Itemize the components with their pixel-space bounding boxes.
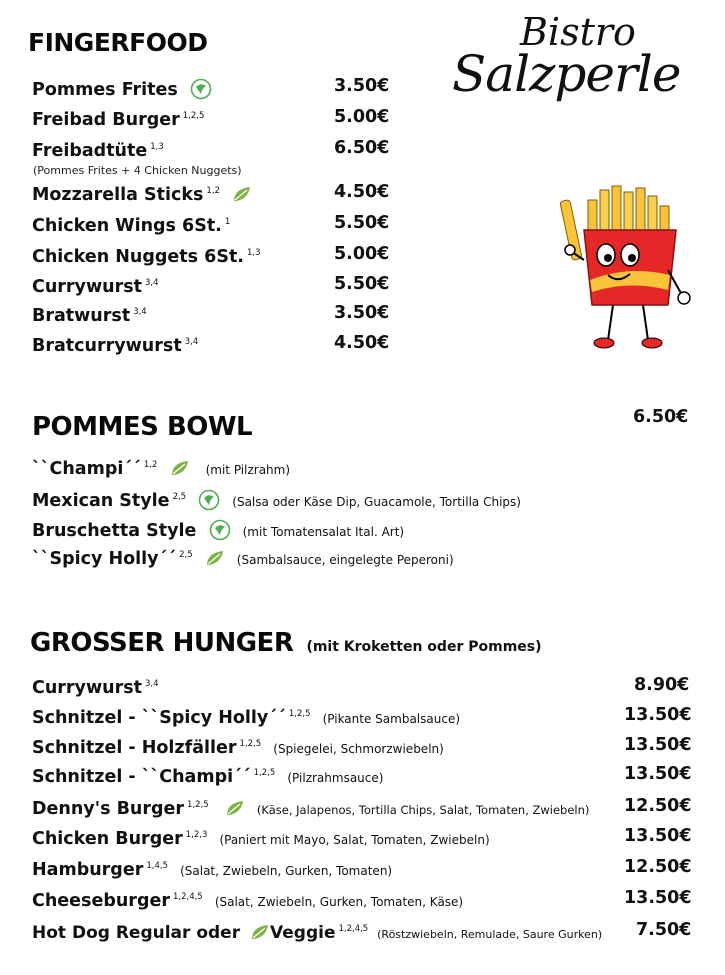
allergen-codes: 1,2,4,5 — [338, 924, 369, 934]
vegan-badge-icon — [190, 78, 212, 100]
item-name-veggie: Veggie — [270, 923, 336, 943]
item-name: Freibadtüte — [32, 141, 148, 161]
bowl-item — [32, 519, 404, 541]
hunger-price: 12.50€ — [624, 857, 692, 877]
item-description: (mit Pilzrahm) — [205, 463, 291, 477]
fingerfood-price: 3.50€ — [334, 76, 390, 96]
allergen-codes: 3,4 — [145, 278, 159, 288]
fingerfood-price: 5.50€ — [334, 274, 390, 294]
hunger-item — [32, 829, 490, 849]
item-description: (Salat, Zwiebeln, Gurken, Tomaten, Käse) — [214, 895, 464, 909]
hunger-price: 13.50€ — [624, 764, 692, 784]
hunger-price: 13.50€ — [624, 705, 692, 725]
fingerfood-item — [32, 216, 230, 236]
item-name: Schnitzel - Holzfäller — [32, 738, 237, 758]
vegetarian-leaf-icon — [250, 923, 270, 941]
allergen-codes: 1,3 — [246, 248, 261, 258]
vegan-badge-icon — [209, 519, 231, 541]
hunger-price: 7.50€ — [636, 920, 692, 940]
allergen-codes: 1,4,5 — [146, 861, 168, 871]
allergen-codes: 2,5 — [179, 550, 193, 560]
hunger-price: 8.90€ — [634, 675, 690, 695]
item-name: Mexican Style — [32, 491, 170, 511]
vegetarian-leaf-icon — [225, 799, 245, 817]
item-name: Bruschetta Style — [32, 521, 197, 541]
fingerfood-price: 5.00€ — [334, 107, 390, 127]
hunger-item — [32, 678, 159, 698]
section-title-grosser-hunger: GROSSER HUNGER — [30, 628, 294, 658]
allergen-codes: 1 — [224, 217, 231, 227]
fingerfood-item — [32, 185, 252, 205]
item-name: Schnitzel - ``Spicy Holly´´ — [32, 708, 286, 728]
fingerfood-item — [32, 306, 147, 326]
item-name: Currywurst — [32, 678, 143, 698]
fingerfood-price: 6.50€ — [334, 138, 390, 158]
item-description: (mit Tomatensalat Ital. Art) — [242, 525, 405, 539]
item-name: Bratwurst — [32, 306, 131, 326]
item-name: Chicken Burger — [32, 829, 183, 849]
fingerfood-item — [32, 277, 159, 297]
vegetarian-leaf-icon — [170, 459, 190, 477]
item-name: Bratcurrywurst — [32, 336, 182, 356]
vegan-badge-icon — [198, 489, 220, 511]
item-description: (Röstzwiebeln, Remulade, Saure Gurken) — [377, 928, 603, 941]
item-description: (Salsa oder Käse Dip, Guacamole, Tortilla Chips) — [232, 495, 521, 509]
fingerfood-item — [32, 110, 204, 130]
allergen-codes: 1,2 — [206, 186, 220, 196]
fingerfood-price: 4.50€ — [334, 182, 390, 202]
item-name: Chicken Nuggets 6St. — [32, 247, 244, 267]
pommes-bowl-price: 6.50€ — [633, 407, 689, 427]
item-name: Cheeseburger — [32, 891, 170, 911]
logo-bistro: Bistro — [520, 10, 636, 54]
item-name: Hot Dog Regular oder — [32, 923, 241, 943]
hunger-item — [32, 860, 392, 880]
hunger-item — [32, 891, 463, 911]
item-description: (Käse, Jalapenos, Tortilla Chips, Salat, Tomaten, Zwiebeln) — [256, 803, 590, 817]
hunger-price: 12.50€ — [624, 796, 692, 816]
item-name: Schnitzel - ``Champi´´ — [32, 767, 251, 787]
section-title-fingerfood: FINGERFOOD — [28, 28, 208, 57]
fingerfood-item — [32, 141, 164, 161]
item-name: Denny's Burger — [32, 799, 185, 819]
section-title-pommes-bowl: POMMES BOWL — [32, 412, 253, 442]
item-name: Mozzarella Sticks — [32, 185, 204, 205]
fingerfood-price: 5.00€ — [334, 244, 390, 264]
allergen-codes: 1,2,5 — [288, 709, 311, 719]
allergen-codes: 3,4 — [145, 679, 159, 689]
hunger-item — [32, 799, 589, 819]
hunger-item — [32, 738, 444, 758]
fingerfood-price: 4.50€ — [334, 333, 390, 353]
vegetarian-leaf-icon — [205, 549, 225, 567]
allergen-codes: 1,3 — [150, 142, 164, 152]
hunger-item-hotdog — [32, 923, 602, 943]
fingerfood-item — [32, 336, 198, 356]
fingerfood-price: 5.50€ — [334, 213, 390, 233]
allergen-codes: 1,2,5 — [182, 111, 205, 121]
bowl-item — [32, 549, 454, 569]
allergen-codes: 1,2,5 — [253, 768, 276, 778]
item-description: (Pikante Sambalsauce) — [322, 712, 461, 726]
item-name: ``Champi´´ — [32, 459, 141, 479]
allergen-codes: 3,4 — [133, 307, 147, 317]
freibadtuete-note: (Pommes Frites + 4 Chicken Nuggets) — [33, 164, 242, 177]
item-name: ``Spicy Holly´´ — [32, 549, 177, 569]
hunger-price: 13.50€ — [624, 735, 692, 755]
item-name: Freibad Burger — [32, 110, 180, 130]
hunger-price: 13.50€ — [624, 826, 692, 846]
fingerfood-item — [32, 78, 212, 100]
fingerfood-price: 3.50€ — [334, 303, 390, 323]
hunger-item — [32, 708, 460, 728]
item-description: (Salat, Zwiebeln, Gurken, Tomaten) — [180, 864, 393, 878]
allergen-codes: 1,2,5 — [239, 739, 262, 749]
section-header-grosser-hunger — [30, 628, 542, 658]
vegetarian-leaf-icon — [232, 185, 252, 203]
item-description: (Pilzrahmsauce) — [287, 771, 384, 785]
fries-mascot-illustration — [558, 180, 698, 355]
logo-salzperle: Salzperle — [452, 45, 681, 103]
section-subtitle: (mit Kroketten oder Pommes) — [306, 639, 542, 655]
hunger-item — [32, 767, 383, 787]
item-name: Pommes Frites — [32, 80, 178, 100]
allergen-codes: 1,2 — [143, 460, 158, 470]
item-name: Chicken Wings 6St. — [32, 216, 222, 236]
allergen-codes: 1,2,5 — [187, 800, 209, 810]
item-description: (Paniert mit Mayo, Salat, Tomaten, Zwiebeln) — [219, 833, 490, 847]
allergen-codes: 1,2,3 — [185, 830, 208, 840]
hunger-price: 13.50€ — [624, 888, 692, 908]
allergen-codes: 1,2,4,5 — [172, 892, 203, 902]
allergen-codes: 2,5 — [172, 492, 187, 502]
bowl-item — [32, 489, 521, 511]
fingerfood-item — [32, 247, 261, 267]
item-description: (Sambalsauce, eingelegte Peperoni) — [236, 553, 454, 567]
item-description: (Spiegelei, Schmorzwiebeln) — [273, 742, 444, 756]
item-name: Hamburger — [32, 860, 144, 880]
item-name: Currywurst — [32, 277, 143, 297]
allergen-codes: 3,4 — [184, 337, 199, 347]
bowl-item — [32, 459, 290, 479]
